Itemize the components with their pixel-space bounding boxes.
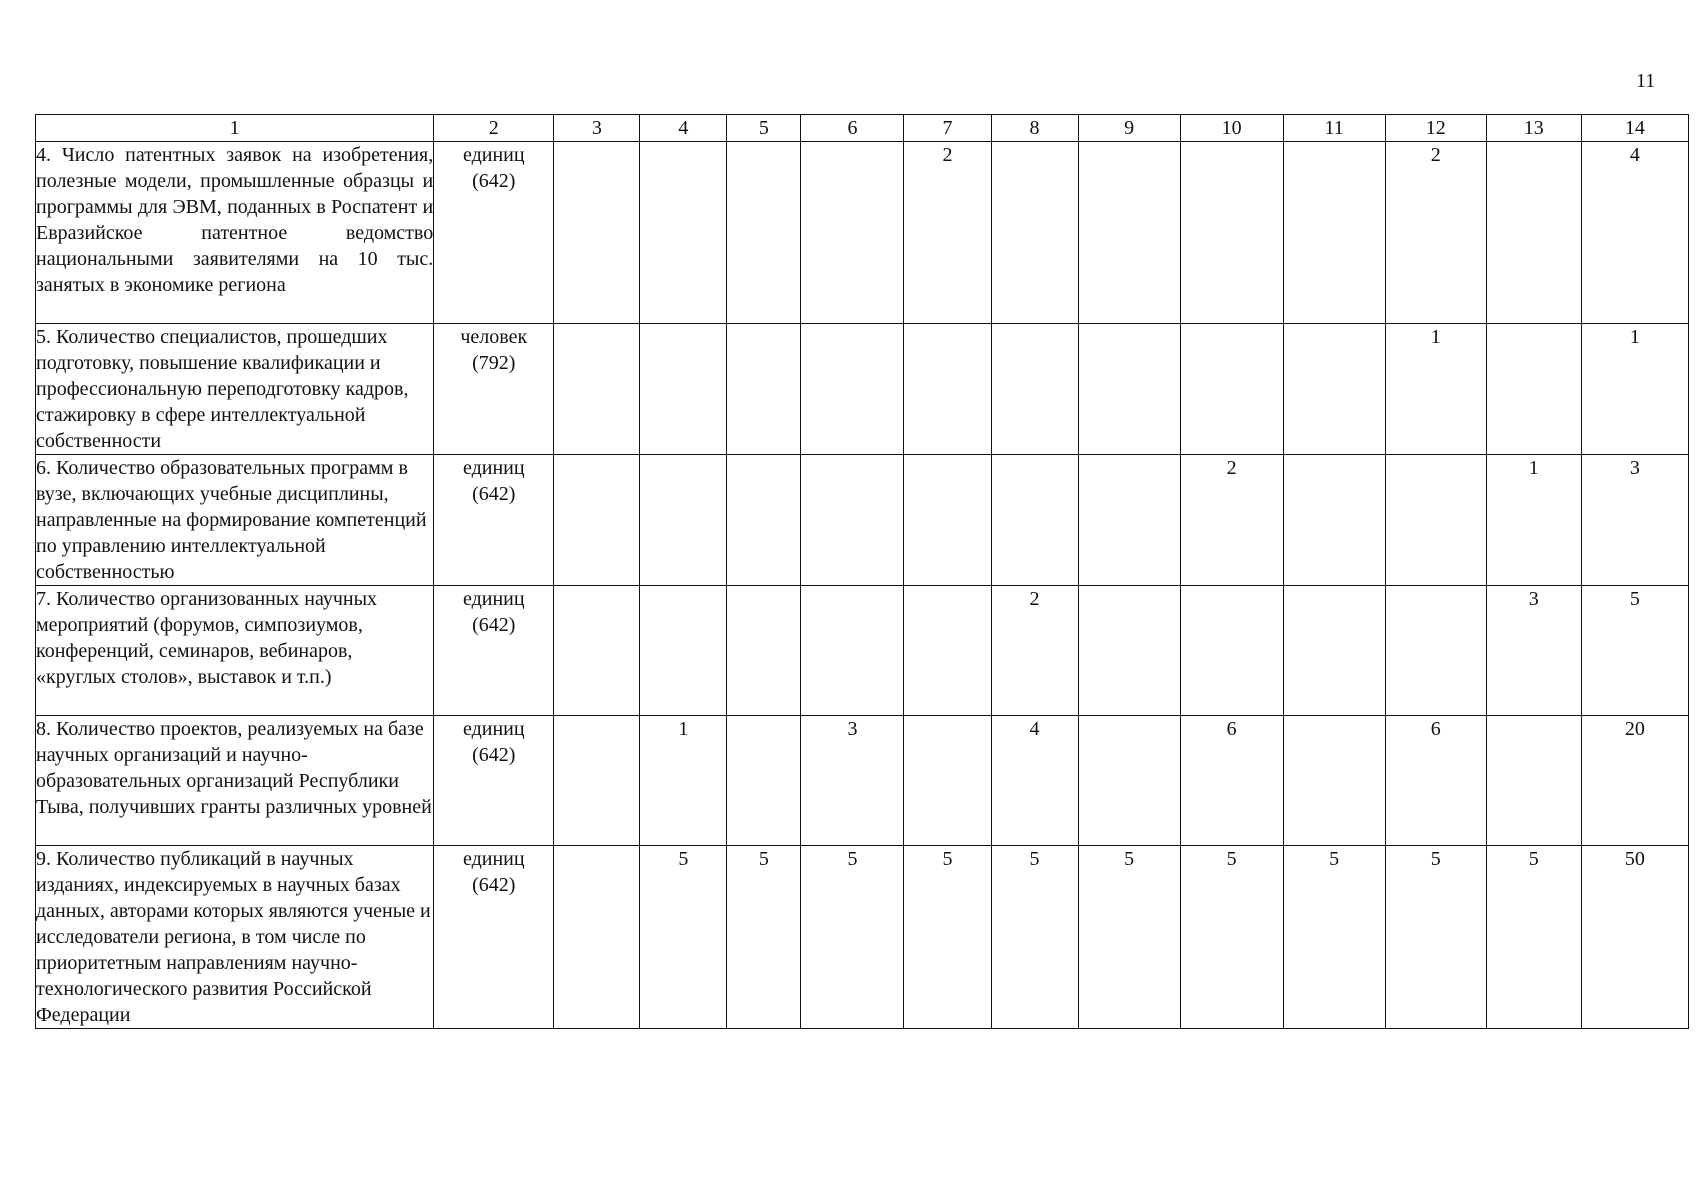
value-cell: 5 bbox=[1581, 586, 1688, 716]
header-cell: 14 bbox=[1581, 115, 1688, 142]
value-cell: 6 bbox=[1180, 716, 1283, 846]
unit-cell bbox=[434, 846, 554, 1029]
value-cell: 1 bbox=[640, 716, 727, 846]
value-cell bbox=[640, 324, 727, 455]
indicator-description: 8. Количество проектов, реализуемых на базе научных организаций и научно-образовательных организаций Республики Тыва, получивших гранты различных уровней bbox=[36, 716, 434, 846]
value-cell: 5 bbox=[727, 846, 801, 1029]
unit-name: единиц bbox=[462, 848, 525, 870]
value-cell bbox=[1283, 142, 1385, 324]
unit-name: единиц bbox=[462, 457, 525, 479]
value-cell: 5 bbox=[1180, 846, 1283, 1029]
value-cell bbox=[727, 455, 801, 586]
value-cell: 50 bbox=[1581, 846, 1688, 1029]
header-cell: 8 bbox=[991, 115, 1078, 142]
value-cell bbox=[904, 455, 991, 586]
value-cell bbox=[1078, 455, 1180, 586]
indicator-description: 5. Количество специалистов, прошедших подготовку, повышение квалификации и профессиональную переподготовку кадров, стажировку в сфере интеллектуальной собственности bbox=[36, 324, 434, 455]
value-cell: 5 bbox=[640, 846, 727, 1029]
value-cell bbox=[554, 455, 640, 586]
unit-name: единиц bbox=[462, 588, 525, 610]
header-cell: 5 bbox=[727, 115, 801, 142]
header-cell: 6 bbox=[801, 115, 904, 142]
value-cell: 5 bbox=[801, 846, 904, 1029]
value-cell bbox=[640, 455, 727, 586]
unit-cell bbox=[434, 455, 554, 586]
value-cell bbox=[1486, 716, 1581, 846]
indicators-table bbox=[35, 114, 1689, 1029]
value-cell bbox=[1385, 586, 1486, 716]
table-row bbox=[36, 716, 1689, 846]
value-cell bbox=[554, 586, 640, 716]
page-number: 11 bbox=[1636, 70, 1656, 92]
value-cell bbox=[801, 324, 904, 455]
unit-cell bbox=[434, 142, 554, 324]
value-cell bbox=[1180, 324, 1283, 455]
value-cell bbox=[1385, 455, 1486, 586]
value-cell bbox=[554, 846, 640, 1029]
value-cell bbox=[991, 324, 1078, 455]
value-cell: 1 bbox=[1581, 324, 1688, 455]
header-cell: 13 bbox=[1486, 115, 1581, 142]
value-cell bbox=[1078, 142, 1180, 324]
value-cell: 6 bbox=[1385, 716, 1486, 846]
value-cell: 4 bbox=[991, 716, 1078, 846]
value-cell bbox=[640, 142, 727, 324]
value-cell bbox=[1283, 324, 1385, 455]
value-cell bbox=[991, 142, 1078, 324]
value-cell bbox=[727, 586, 801, 716]
table-row bbox=[36, 455, 1689, 586]
header-cell: 3 bbox=[554, 115, 640, 142]
unit-code: (642) bbox=[472, 874, 516, 896]
value-cell bbox=[1283, 455, 1385, 586]
value-cell: 5 bbox=[991, 846, 1078, 1029]
value-cell bbox=[904, 716, 991, 846]
value-cell bbox=[554, 716, 640, 846]
unit-code: (642) bbox=[472, 483, 516, 505]
header-row bbox=[36, 115, 1689, 142]
header-cell: 12 bbox=[1385, 115, 1486, 142]
value-cell bbox=[727, 716, 801, 846]
value-cell: 2 bbox=[904, 142, 991, 324]
value-cell: 5 bbox=[1486, 846, 1581, 1029]
value-cell bbox=[1078, 716, 1180, 846]
unit-name: человек bbox=[460, 326, 528, 348]
value-cell bbox=[1078, 586, 1180, 716]
value-cell: 1 bbox=[1385, 324, 1486, 455]
value-cell: 4 bbox=[1581, 142, 1688, 324]
value-cell: 5 bbox=[904, 846, 991, 1029]
unit-cell bbox=[434, 324, 554, 455]
value-cell: 5 bbox=[1283, 846, 1385, 1029]
value-cell: 2 bbox=[991, 586, 1078, 716]
value-cell: 20 bbox=[1581, 716, 1688, 846]
indicator-description: 6. Количество образовательных программ в вузе, включающих учебные дисциплины, направленные на формирование компетенций по управлению интеллектуальной собственностью bbox=[36, 455, 434, 586]
value-cell bbox=[801, 455, 904, 586]
value-cell bbox=[1180, 586, 1283, 716]
header-cell: 1 bbox=[36, 115, 434, 142]
value-cell: 5 bbox=[1385, 846, 1486, 1029]
table-row bbox=[36, 142, 1689, 324]
unit-code: (642) bbox=[472, 614, 516, 636]
value-cell: 2 bbox=[1385, 142, 1486, 324]
value-cell: 3 bbox=[801, 716, 904, 846]
value-cell bbox=[1283, 716, 1385, 846]
value-cell bbox=[1078, 324, 1180, 455]
value-cell bbox=[1283, 586, 1385, 716]
indicator-description: 7. Количество организованных научных мероприятий (форумов, симпозиумов, конференций, семинаров, вебинаров, «круглых столов», выставок и т.п.) bbox=[36, 586, 434, 716]
value-cell bbox=[904, 324, 991, 455]
value-cell bbox=[727, 324, 801, 455]
unit-cell bbox=[434, 716, 554, 846]
value-cell bbox=[554, 324, 640, 455]
value-cell bbox=[1486, 324, 1581, 455]
table-row bbox=[36, 846, 1689, 1029]
value-cell: 1 bbox=[1486, 455, 1581, 586]
unit-code: (792) bbox=[472, 352, 516, 374]
header-cell: 7 bbox=[904, 115, 991, 142]
unit-code: (642) bbox=[472, 744, 516, 766]
unit-name: единиц bbox=[462, 144, 525, 166]
table-row bbox=[36, 324, 1689, 455]
value-cell bbox=[1180, 142, 1283, 324]
indicator-description: 9. Количество публикаций в научных изданиях, индексируемых в научных базах данных, авторами которых являются ученые и исследователи региона, в том числе по приоритетным направлениям научно-технологического развития Российской Федерации bbox=[36, 846, 434, 1029]
table-row bbox=[36, 586, 1689, 716]
indicator-description: 4. Число патентных заявок на изобретения, полезные модели, промышленные образцы и программы для ЭВМ, поданных в Роспатент и Евразийское патентное ведомство национальными заявителями на 10 тыс. занятых в экономике региона bbox=[36, 142, 434, 324]
header-cell: 4 bbox=[640, 115, 727, 142]
unit-code: (642) bbox=[472, 170, 516, 192]
value-cell bbox=[801, 142, 904, 324]
value-cell bbox=[991, 455, 1078, 586]
value-cell: 3 bbox=[1581, 455, 1688, 586]
value-cell: 2 bbox=[1180, 455, 1283, 586]
header-cell: 2 bbox=[434, 115, 554, 142]
header-cell: 9 bbox=[1078, 115, 1180, 142]
value-cell: 3 bbox=[1486, 586, 1581, 716]
unit-cell bbox=[434, 586, 554, 716]
header-cell: 11 bbox=[1283, 115, 1385, 142]
value-cell bbox=[640, 586, 727, 716]
unit-name: единиц bbox=[462, 718, 525, 740]
value-cell bbox=[554, 142, 640, 324]
value-cell bbox=[904, 586, 991, 716]
value-cell bbox=[801, 586, 904, 716]
value-cell: 5 bbox=[1078, 846, 1180, 1029]
value-cell bbox=[1486, 142, 1581, 324]
header-cell: 10 bbox=[1180, 115, 1283, 142]
value-cell bbox=[727, 142, 801, 324]
